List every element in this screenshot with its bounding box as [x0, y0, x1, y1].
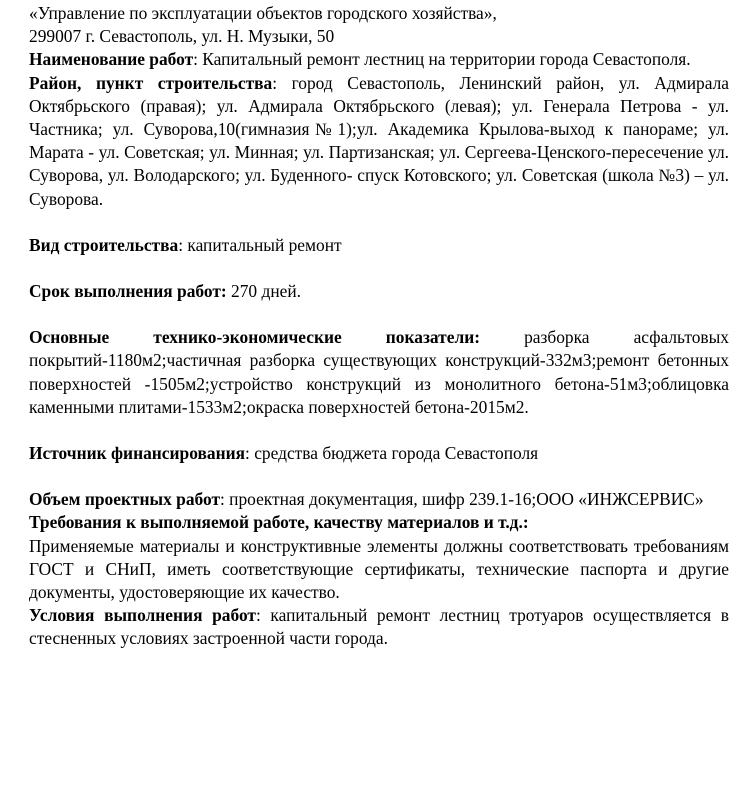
design-volume-label: Объем проектных работ [29, 489, 220, 510]
conditions-paragraph [29, 604, 729, 650]
spacer [29, 257, 729, 280]
construction-type-label: Вид строительства [29, 234, 179, 255]
deadline-label: Срок выполнения работ: [29, 281, 227, 302]
requirements-heading [29, 511, 729, 534]
organization-line: «Управление по эксплуатации объектов городского хозяйства», [29, 3, 497, 23]
work-name-label: Наименование работ [29, 49, 194, 70]
indicators-paragraph [29, 326, 729, 419]
funding-value: : средства бюджета города Севастополя [245, 443, 539, 464]
funding-label: Источник финансирования [29, 443, 246, 464]
design-volume-value: : проектная документация, шифр 239.1-16;ООО «ИНЖСЕРВИС» [220, 489, 704, 510]
construction-type-value: : капитальный ремонт [178, 234, 342, 255]
requirements-text: Применяемые материалы и конструктивные элементы должны соответствовать требованиям ГОСТ и СНиП, иметь соответствующие сертификаты, технические паспорта и другие документы, удостоверяющие их качество. [29, 535, 729, 603]
work-name-paragraph [29, 48, 729, 71]
requirements-label: Требования к выполняемой работе, качеству материалов и т.д.: [29, 512, 529, 533]
funding-paragraph [29, 442, 729, 465]
spacer [29, 303, 729, 326]
district-value: : город Севастополь, Ленинский район, ул. Адмирала Октябрьского (правая); ул. Адмирала Октябрьского (левая); ул. Генерала Петрова - ул. Частника; ул. Суворова,10(гимназия№1);ул. Академика Крылова-выход к панораме; ул. Марата - ул. Советская; ул. Минная; ул. Партизанская; ул. Сергеева-Ценского-пересечение ул. Суворова, ул. Володарского; ул. Буденного- спуск Котовского; ул. Советская (школа №3) – ул. Суворова. [29, 72, 729, 209]
indicators-value: разборка асфальтовых покрытий-1180м2;частичная разборка существующих конструкций-332м3;ремонт бетонных поверхностей -1505м2;устройство конструкций из монолитного бетона-51м3;облицовка каменными плитами-1533м2;окраска поверхностей бетона-2015м2. [29, 327, 729, 417]
indicators-label: Основные технико-экономические показатели: [29, 327, 481, 348]
deadline-value: 270 дней. [226, 281, 301, 302]
conditions-label: Условия выполнения работ [29, 605, 256, 626]
spacer [29, 465, 729, 488]
spacer [29, 419, 729, 442]
district-label: Район, пункт строительства [29, 72, 273, 93]
district-paragraph [29, 72, 729, 211]
conditions-value: : капитальный ремонт лестниц тротуаров осуществляется в стесненных условиях застроенной части города. [29, 605, 729, 649]
construction-type-paragraph [29, 234, 729, 257]
spacer [29, 211, 729, 234]
deadline-paragraph [29, 280, 729, 303]
address-line: 299007 г. Севастополь, ул. Н. Музыки, 50 [29, 26, 335, 47]
work-name-value: : Капитальный ремонт лестниц на территории города Севастополя. [193, 49, 691, 70]
design-volume-paragraph [29, 488, 729, 511]
